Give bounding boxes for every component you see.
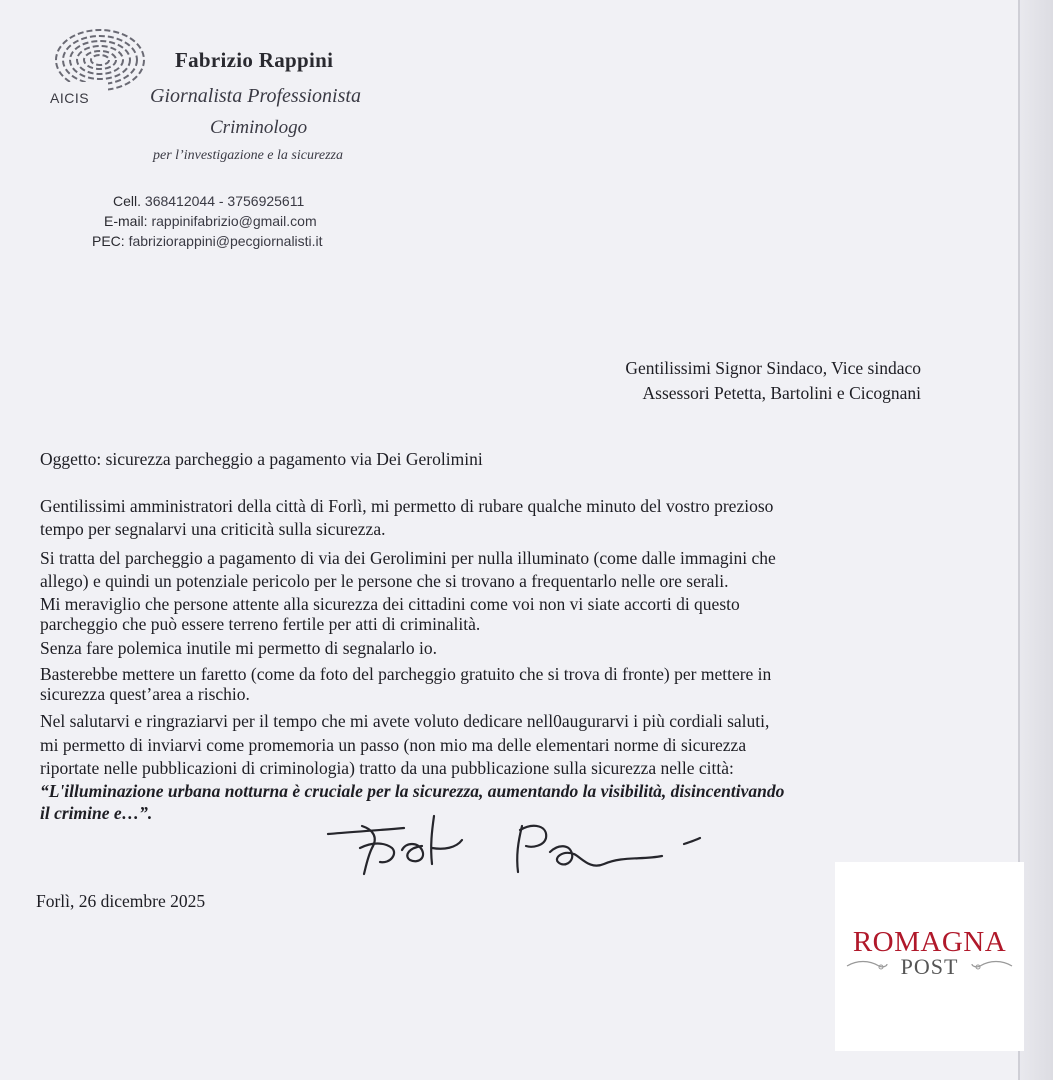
letter-date: Forlì, 26 dicembre 2025	[36, 891, 206, 911]
quote-line: il crimine e…”.	[40, 803, 153, 823]
aicis-logo	[48, 26, 158, 114]
contact-cell-value: 368412044 - 3756925611	[144, 193, 305, 209]
body-line: Senza fare polemica inutile mi permetto di segnalarlo io.	[40, 638, 438, 658]
author-title-journalist: Giornalista Professionista	[150, 85, 361, 107]
contact-cell-label: Cell.	[113, 193, 142, 209]
contact-pec	[92, 233, 323, 249]
contact-email-label: E-mail:	[104, 213, 148, 229]
watermark-line-2: POST	[900, 954, 959, 979]
quote-line: “L'illuminazione urbana notturna è cruciale per la sicurezza, aumentando la visibilità, disincentivando	[40, 781, 785, 801]
body-line: Gentilissimi amministratori della città di Forlì, mi permetto di rubare qualche minuto del vostro prezioso	[40, 496, 774, 516]
body-line: Basterebbe mettere un faretto (come da foto del parcheggio gratuito che si trova di fronte) per mettere in	[40, 664, 772, 684]
author-title-criminologist: Criminologo	[210, 117, 308, 138]
contact-cell	[113, 193, 304, 209]
body-line: mi permetto di inviarvi come promemoria un passo (non mio ma delle elementari norme di sicurezza	[40, 735, 747, 755]
ornament-right-icon	[970, 958, 1014, 974]
romagna-post-watermark	[835, 862, 1024, 1051]
author-title-tagline: per l’investigazione e la sicurezza	[153, 148, 344, 163]
author-name: Fabrizio Rappini	[175, 48, 334, 72]
page-edge	[1019, 0, 1053, 1080]
body-line: Nel salutarvi e ringraziarvi per il tempo che mi avete voluto dedicare nell0augurarvi i più cordiali saluti,	[40, 711, 770, 731]
body-line: tempo per segnalarvi una criticità sulla sicurezza.	[40, 519, 386, 539]
recipient-line-1: Gentilissimi Signor Sindaco, Vice sindaco	[625, 358, 921, 378]
contact-pec-value: fabriziorappini@pecgiornalisti.it	[128, 233, 323, 249]
body-line: parcheggio che può essere terreno fertile per atti di criminalità.	[40, 614, 481, 634]
contact-pec-label: PEC:	[92, 233, 125, 249]
letter-subject: Oggetto: sicurezza parcheggio a pagamento via Dei Gerolimini	[40, 449, 483, 469]
handwritten-signature	[322, 808, 712, 888]
body-line: Mi meraviglio che persone attente alla sicurezza dei cittadini come voi non vi siate accorti di questo	[40, 594, 740, 614]
body-line: allego) e quindi un potenziale pericolo per le persone che si trovano a frequentarlo nelle ore serali.	[40, 571, 729, 591]
logo-label: AICIS	[50, 90, 90, 106]
body-line: Si tratta del parcheggio a pagamento di via dei Gerolimini per nulla illuminato (come dalle immagini che	[40, 548, 776, 568]
body-line: sicurezza quest’area a rischio.	[40, 684, 250, 704]
contact-email	[104, 213, 317, 229]
contact-email-value: rappinifabrizio@gmail.com	[151, 213, 317, 229]
recipient-line-2: Assessori Petetta, Bartolini e Cicognani	[642, 383, 921, 403]
watermark-line-1: ROMAGNA	[852, 926, 1007, 958]
body-line: riportate nelle pubblicazioni di criminologia) tratto da una pubblicazione sulla sicurezza nelle città:	[40, 758, 734, 778]
